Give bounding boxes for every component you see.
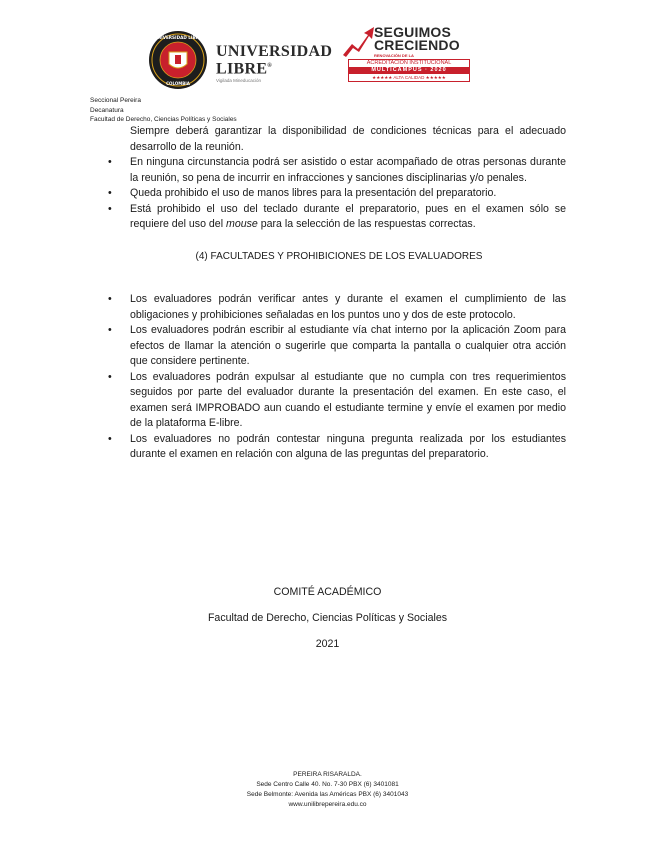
document-body [92, 124, 566, 463]
university-name-line2: LIBRE [216, 60, 268, 78]
footer-website: www.unilibrepereira.edu.co [288, 801, 367, 808]
list-item: • Queda prohibido el uso de manos libres para la presentación del preparatorio. [92, 186, 566, 202]
campaign-line1: SEGUIMOS [374, 24, 452, 40]
list-item-keyboard [92, 202, 566, 233]
university-name-line1: UNIVERSIDAD [216, 43, 333, 60]
campaign-subtitle: RENOVACIÓN DE LA [374, 53, 414, 58]
list-item: • Los evaluadores no podrán contestar ninguna pregunta realizada por los estudiantes durante el examen en relación con alguna de las preguntas del preparatorio. [92, 432, 566, 463]
university-tagline: Vigilada Mineducación [216, 78, 261, 83]
list-item: • Los evaluadores podrán escribir al estudiante vía chat interno por la aplicación Zoom para efectos de llamar la atención o sugerirle que comparta la pantalla o cualquier otra acción que considere pertinente. [92, 323, 566, 370]
keyboard-text-post: para la selección de las respuestas correctas. [257, 218, 476, 230]
document-year: 2021 [315, 638, 340, 650]
keyboard-text-pre: Está prohibido el uso del teclado durante el preparatorio, pues en el examen sólo se requiere del uso del [130, 202, 566, 230]
continuation-paragraph: Siempre deberá garantizar la disponibilidad de condiciones técnicas para el adecuado desarrollo de la reunión. [130, 125, 566, 153]
accreditation-line1: ACREDITACIÓN INSTITUCIONAL [366, 60, 452, 66]
accreditation-line3: ★★★★★ ALTA CALIDAD ★★★★★ [372, 75, 446, 80]
keyboard-text-italic: mouse [226, 218, 258, 230]
faculty-name: Facultad de Derecho, Ciencias Políticas y Sociales [207, 612, 448, 624]
page-footer [0, 770, 655, 810]
footer-sede-centro: Sede Centro Calle 40. No. 7-30 PBX (6) 3401081 [256, 781, 399, 788]
rising-arrow-icon [340, 24, 376, 58]
footer-city: PEREIRA RISARALDA. [293, 771, 362, 778]
university-seal-logo [148, 30, 208, 90]
accreditation-line2: MULTICAMPUS · 2020 [349, 67, 469, 74]
university-name [216, 44, 332, 76]
list-item: • Los evaluadores podrán expulsar al estudiante que no cumpla con tres requerimientos seguidos por parte del evaluador durante la presentación del examen. En este caso, el examen será IMPROBADO aun cuando el estudiante termine y envíe el examen por medio de la plataforma E-libre. [92, 370, 566, 432]
office-seccional: Seccional Pereira [90, 97, 141, 104]
accreditation-badge [348, 59, 470, 82]
office-info [90, 96, 237, 125]
svg-text:UNIVERSIDAD LIBRE: UNIVERSIDAD LIBRE [154, 35, 202, 40]
section-title: (4) FACULTADES Y PROHIBICIONES DE LOS EVALUADORES [195, 250, 483, 262]
campaign-title [374, 26, 460, 52]
list-item: • Los evaluadores podrán verificar antes y durante el examen el cumplimiento de las obligaciones y prohibiciones señaladas en los puntos uno y dos de este protocolo. [92, 292, 566, 323]
office-facultad: Facultad de Derecho, Ciencias Políticas y Sociales [90, 116, 237, 123]
registered-mark: ® [267, 63, 273, 69]
office-decanatura: Decanatura [90, 106, 124, 114]
committee-signature: COMITÉ ACADÉMICO [273, 586, 382, 598]
evaluator-rules-list [92, 292, 566, 463]
participant-rules-list [92, 155, 566, 233]
list-item: • En ninguna circunstancia podrá ser asistido o estar acompañado de otras personas durante la reunión, so pena de incurrir en infracciones y sanciones disciplinarias y/o penales. [92, 155, 566, 186]
letterhead [146, 22, 476, 92]
campaign-line2: CRECIENDO [374, 37, 460, 53]
footer-sede-belmonte: Sede Belmonte: Avenida las Américas PBX (6) 3401043 [246, 791, 409, 798]
svg-text:COLOMBIA: COLOMBIA [166, 81, 190, 86]
campaign-logo [338, 22, 468, 92]
